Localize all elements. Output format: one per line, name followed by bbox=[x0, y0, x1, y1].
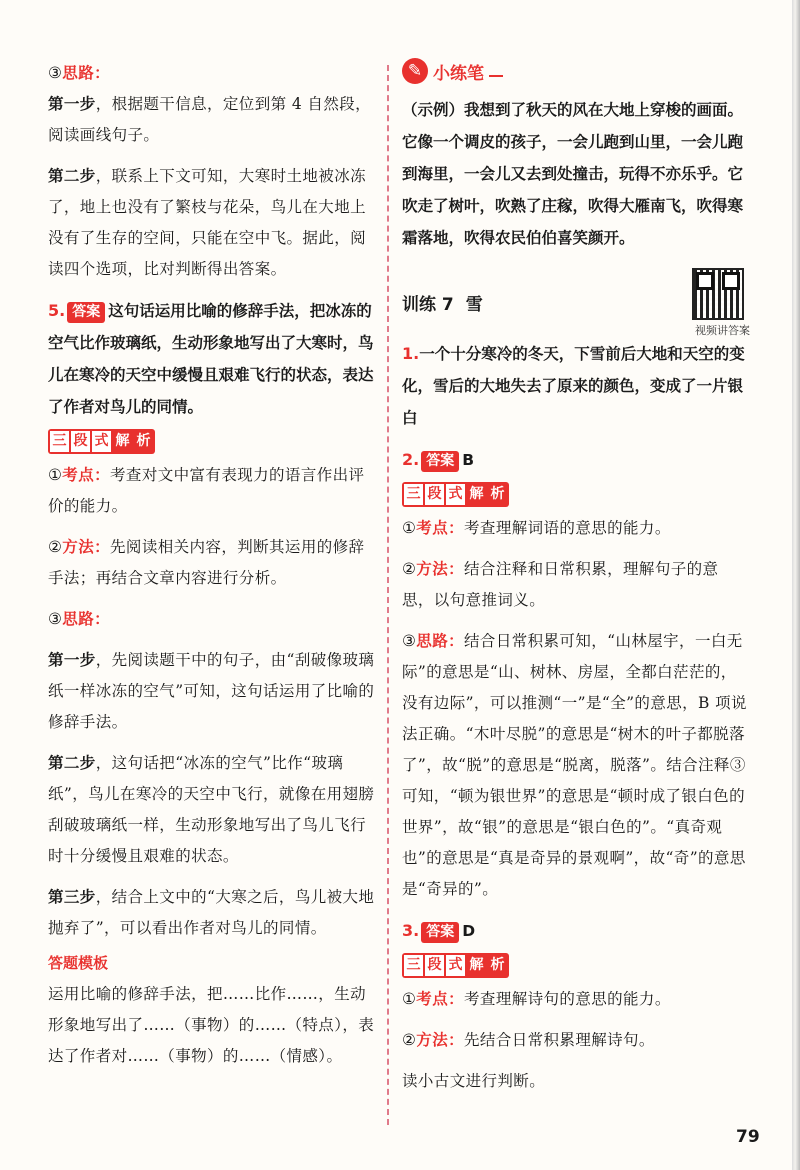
page-edge bbox=[792, 0, 800, 1170]
lesson-header bbox=[402, 274, 750, 337]
sanduan-analysis-badge: 三 段 式 解 析 bbox=[402, 953, 509, 978]
qr-caption: 视频讲答案 bbox=[695, 324, 750, 337]
xiaolianbi-title: 小练笔 bbox=[433, 63, 484, 84]
sanduan-analysis-badge: 三 段 式 解 析 bbox=[48, 429, 155, 454]
question-3-answer: 3. 答案 D bbox=[402, 915, 750, 947]
pen-icon: ✎ bbox=[402, 58, 428, 84]
kaodian: ①考点：考查对文中富有表现力的语言作出评价的能力。 bbox=[48, 466, 365, 515]
page-number: 79 bbox=[736, 1127, 760, 1147]
answer-badge: 答案 bbox=[421, 451, 459, 472]
fangfa: ②方法：结合注释和日常积累，理解句子的意思，以句意推词义。 bbox=[402, 560, 719, 609]
answer-badge: 答案 bbox=[67, 302, 105, 323]
tail-line: 读小古文进行判断。 bbox=[402, 1072, 546, 1090]
step-2b: 第二步，这句话把“冰冻的空气”比作“玻璃纸”，鸟儿在寒冷的天空中飞行，就像在用翅膀刮破玻璃纸一样，生动形象地写出了鸟儿飞行时十分缓慢且艰难的状态。 bbox=[48, 754, 375, 865]
right-column bbox=[402, 58, 750, 1097]
qr-code-icon[interactable] bbox=[692, 268, 744, 320]
question-1-answer: 1.一个十分寒冷的冬天，下雪前后大地和天空的变化，雪后的大地失去了原来的颜色，变成了一片银白 bbox=[402, 344, 745, 427]
xiaolianbi-header bbox=[402, 58, 750, 84]
answer-template-text: 运用比喻的修辞手法，把……比作……，生动形象地写出了……（事物）的……（特点），表达了作者对……（事物）的……（情感）。 bbox=[48, 985, 375, 1065]
step-1b: 第一步，先阅读题干中的句子，由“刮破像玻璃纸一样冰冻的空气”可知，这句话运用了比喻的修辞手法。 bbox=[48, 651, 375, 731]
answer-badge: 答案 bbox=[421, 922, 459, 943]
siluo: ③思路：结合日常积累可知，“山林屋宇，一白无际”的意思是“山、树林、房屋，全都白茫茫的，没有边际”，可以推测“一”是“全”的意思，B 项说法正确。“木叶尽脱”的意思是“树木的叶子都脱落了”，故“脱”的意思是“脱离，脱落”。结合注释③可知，“顿为银世界”的意思是“顿时成了银白色的世界”，故“银”的意思是“银白色的”。“真奇观也”的意思是“真是奇异的景观啊”，故“奇”的意思是“奇异的”。 bbox=[402, 632, 747, 898]
fangfa: ②方法：先阅读相关内容，判断其运用的修辞手法；再结合文章内容进行分析。 bbox=[48, 538, 365, 587]
column-divider bbox=[387, 65, 389, 1125]
siluo-heading: ③思路： bbox=[48, 64, 111, 82]
question-5-answer: 5. 答案 这句话运用比喻的修辞手法，把冰冻的空气比作玻璃纸，生动形象地写出了大寒时，鸟儿在寒冷的天空中缓慢且艰难飞行的状态，表达了作者对鸟儿的同情。 bbox=[48, 301, 374, 416]
lesson-label: 训练 7 bbox=[402, 294, 454, 315]
left-column bbox=[48, 58, 376, 1072]
step-1: 第一步，根据题干信息，定位到第 4 自然段，阅读画线句子。 bbox=[48, 95, 372, 144]
fangfa-2: ②方法：先结合日常积累理解诗句。 bbox=[402, 1031, 655, 1049]
xiaolianbi-text: （示例）我想到了秋天的风在大地上穿梭的画面。它像一个调皮的孩子，一会儿跑到山里，一会儿跑到海里，一会儿又去到处撞击，玩得不亦乐乎。它吹走了树叶，吹熟了庄稼，吹得大雁南飞，吹得寒霜落地，吹得农民伯伯喜笑颜开。 bbox=[402, 101, 744, 247]
step-2: 第二步，联系上下文可知，大寒时土地被冰冻了，地上也没有了繁枝与花朵，鸟儿在大地上没有了生存的空间，只能在空中飞。据此，阅读四个选项，比对判断得出答案。 bbox=[48, 167, 367, 278]
question-2-answer: 2. 答案 B bbox=[402, 444, 750, 476]
siluo-heading-2: ③思路： bbox=[48, 610, 111, 628]
answer-template-title: 答题模板 bbox=[48, 954, 109, 972]
step-3b: 第三步，结合上文中的“大寒之后，鸟儿被大地抛弃了”，可以看出作者对鸟儿的同情。 bbox=[48, 888, 375, 937]
kaodian-2: ①考点：考查理解诗句的意思的能力。 bbox=[402, 990, 671, 1008]
lesson-title: 雪 bbox=[465, 294, 483, 315]
sanduan-analysis-badge: 三 段 式 解 析 bbox=[402, 482, 509, 507]
kaodian: ①考点：考查理解词语的意思的能力。 bbox=[402, 519, 671, 537]
title-rule bbox=[489, 75, 503, 77]
